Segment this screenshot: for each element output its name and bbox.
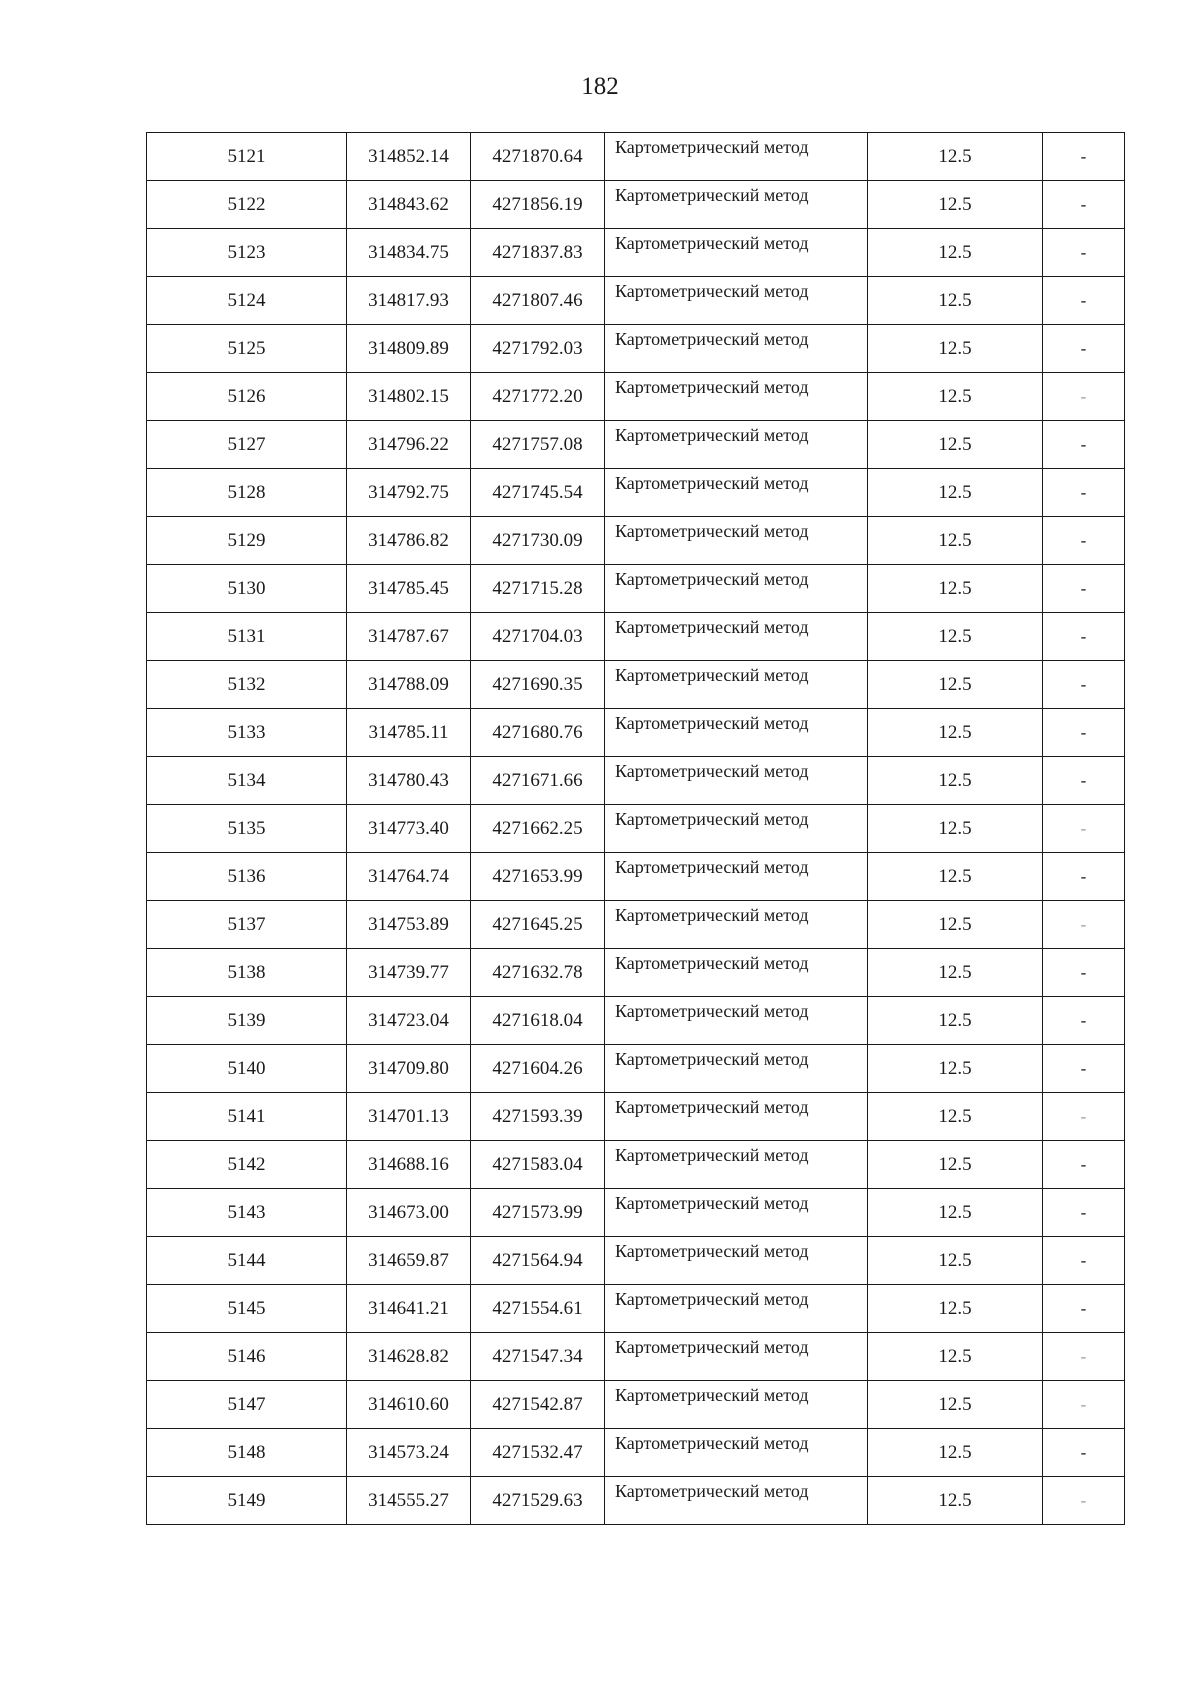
accuracy-cell: 12.5 xyxy=(868,565,1043,613)
y-coordinate-cell: 4271632.78 xyxy=(471,949,605,997)
accuracy-cell: 12.5 xyxy=(868,1093,1043,1141)
table-row xyxy=(147,1093,1125,1141)
method-cell: Картометрический метод xyxy=(605,997,868,1045)
accuracy-cell: 12.5 xyxy=(868,1189,1043,1237)
method-cell: Картометрический метод xyxy=(605,1189,868,1237)
method-cell: Картометрический метод xyxy=(605,325,868,373)
note-cell: - xyxy=(1043,1429,1125,1477)
y-coordinate-cell: 4271662.25 xyxy=(471,805,605,853)
accuracy-cell: 12.5 xyxy=(868,805,1043,853)
method-cell: Картометрический метод xyxy=(605,805,868,853)
accuracy-cell: 12.5 xyxy=(868,1285,1043,1333)
accuracy-cell: 12.5 xyxy=(868,1429,1043,1477)
point-number-cell: 5130 xyxy=(147,565,347,613)
method-cell: Картометрический метод xyxy=(605,1429,868,1477)
y-coordinate-cell: 4271573.99 xyxy=(471,1189,605,1237)
accuracy-cell: 12.5 xyxy=(868,661,1043,709)
note-cell: - xyxy=(1043,373,1125,421)
y-coordinate-cell: 4271564.94 xyxy=(471,1237,605,1285)
note-cell: - xyxy=(1043,277,1125,325)
accuracy-cell: 12.5 xyxy=(868,325,1043,373)
accuracy-cell: 12.5 xyxy=(868,853,1043,901)
x-coordinate-cell: 314834.75 xyxy=(347,229,471,277)
method-cell: Картометрический метод xyxy=(605,1477,868,1525)
x-coordinate-cell: 314688.16 xyxy=(347,1141,471,1189)
method-cell: Картометрический метод xyxy=(605,421,868,469)
note-cell: - xyxy=(1043,1333,1125,1381)
point-number-cell: 5122 xyxy=(147,181,347,229)
method-cell: Картометрический метод xyxy=(605,517,868,565)
accuracy-cell: 12.5 xyxy=(868,1237,1043,1285)
method-cell: Картометрический метод xyxy=(605,853,868,901)
accuracy-cell: 12.5 xyxy=(868,997,1043,1045)
note-cell: - xyxy=(1043,661,1125,709)
y-coordinate-cell: 4271671.66 xyxy=(471,757,605,805)
y-coordinate-cell: 4271690.35 xyxy=(471,661,605,709)
x-coordinate-cell: 314573.24 xyxy=(347,1429,471,1477)
x-coordinate-cell: 314852.14 xyxy=(347,133,471,181)
note-cell: - xyxy=(1043,613,1125,661)
table-row xyxy=(147,661,1125,709)
table-row xyxy=(147,997,1125,1045)
point-number-cell: 5134 xyxy=(147,757,347,805)
accuracy-cell: 12.5 xyxy=(868,709,1043,757)
table-row xyxy=(147,1189,1125,1237)
method-cell: Картометрический метод xyxy=(605,1045,868,1093)
table-row xyxy=(147,565,1125,613)
x-coordinate-cell: 314659.87 xyxy=(347,1237,471,1285)
point-number-cell: 5149 xyxy=(147,1477,347,1525)
point-number-cell: 5121 xyxy=(147,133,347,181)
method-cell: Картометрический метод xyxy=(605,1093,868,1141)
y-coordinate-cell: 4271745.54 xyxy=(471,469,605,517)
y-coordinate-cell: 4271593.39 xyxy=(471,1093,605,1141)
note-cell: - xyxy=(1043,133,1125,181)
x-coordinate-cell: 314780.43 xyxy=(347,757,471,805)
y-coordinate-cell: 4271757.08 xyxy=(471,421,605,469)
method-cell: Картометрический метод xyxy=(605,709,868,757)
y-coordinate-cell: 4271870.64 xyxy=(471,133,605,181)
note-cell: - xyxy=(1043,709,1125,757)
x-coordinate-cell: 314764.74 xyxy=(347,853,471,901)
point-number-cell: 5135 xyxy=(147,805,347,853)
table-row xyxy=(147,133,1125,181)
x-coordinate-cell: 314641.21 xyxy=(347,1285,471,1333)
point-number-cell: 5145 xyxy=(147,1285,347,1333)
table-row xyxy=(147,1285,1125,1333)
y-coordinate-cell: 4271554.61 xyxy=(471,1285,605,1333)
note-cell: - xyxy=(1043,901,1125,949)
method-cell: Картометрический метод xyxy=(605,1141,868,1189)
note-cell: - xyxy=(1043,1381,1125,1429)
table-row xyxy=(147,805,1125,853)
table-row xyxy=(147,1477,1125,1525)
method-cell: Картометрический метод xyxy=(605,613,868,661)
point-number-cell: 5140 xyxy=(147,1045,347,1093)
y-coordinate-cell: 4271583.04 xyxy=(471,1141,605,1189)
note-cell: - xyxy=(1043,805,1125,853)
point-number-cell: 5133 xyxy=(147,709,347,757)
coordinates-table-body xyxy=(147,133,1125,1525)
x-coordinate-cell: 314773.40 xyxy=(347,805,471,853)
table-row xyxy=(147,325,1125,373)
point-number-cell: 5148 xyxy=(147,1429,347,1477)
note-cell: - xyxy=(1043,997,1125,1045)
accuracy-cell: 12.5 xyxy=(868,1477,1043,1525)
method-cell: Картометрический метод xyxy=(605,661,868,709)
accuracy-cell: 12.5 xyxy=(868,1381,1043,1429)
table-row xyxy=(147,1045,1125,1093)
note-cell: - xyxy=(1043,1477,1125,1525)
note-cell: - xyxy=(1043,1093,1125,1141)
page-number: 182 xyxy=(581,73,619,100)
x-coordinate-cell: 314709.80 xyxy=(347,1045,471,1093)
point-number-cell: 5141 xyxy=(147,1093,347,1141)
accuracy-cell: 12.5 xyxy=(868,757,1043,805)
point-number-cell: 5143 xyxy=(147,1189,347,1237)
table-row xyxy=(147,757,1125,805)
x-coordinate-cell: 314786.82 xyxy=(347,517,471,565)
point-number-cell: 5123 xyxy=(147,229,347,277)
accuracy-cell: 12.5 xyxy=(868,469,1043,517)
point-number-cell: 5138 xyxy=(147,949,347,997)
point-number-cell: 5136 xyxy=(147,853,347,901)
y-coordinate-cell: 4271715.28 xyxy=(471,565,605,613)
point-number-cell: 5124 xyxy=(147,277,347,325)
accuracy-cell: 12.5 xyxy=(868,901,1043,949)
note-cell: - xyxy=(1043,1285,1125,1333)
method-cell: Картометрический метод xyxy=(605,949,868,997)
accuracy-cell: 12.5 xyxy=(868,229,1043,277)
point-number-cell: 5128 xyxy=(147,469,347,517)
note-cell: - xyxy=(1043,565,1125,613)
note-cell: - xyxy=(1043,1237,1125,1285)
x-coordinate-cell: 314817.93 xyxy=(347,277,471,325)
y-coordinate-cell: 4271645.25 xyxy=(471,901,605,949)
x-coordinate-cell: 314701.13 xyxy=(347,1093,471,1141)
y-coordinate-cell: 4271772.20 xyxy=(471,373,605,421)
accuracy-cell: 12.5 xyxy=(868,613,1043,661)
y-coordinate-cell: 4271618.04 xyxy=(471,997,605,1045)
note-cell: - xyxy=(1043,325,1125,373)
table-row xyxy=(147,613,1125,661)
accuracy-cell: 12.5 xyxy=(868,517,1043,565)
method-cell: Картометрический метод xyxy=(605,229,868,277)
x-coordinate-cell: 314802.15 xyxy=(347,373,471,421)
point-number-cell: 5144 xyxy=(147,1237,347,1285)
x-coordinate-cell: 314628.82 xyxy=(347,1333,471,1381)
y-coordinate-cell: 4271730.09 xyxy=(471,517,605,565)
x-coordinate-cell: 314809.89 xyxy=(347,325,471,373)
accuracy-cell: 12.5 xyxy=(868,421,1043,469)
point-number-cell: 5147 xyxy=(147,1381,347,1429)
table-row xyxy=(147,1141,1125,1189)
note-cell: - xyxy=(1043,469,1125,517)
accuracy-cell: 12.5 xyxy=(868,181,1043,229)
x-coordinate-cell: 314723.04 xyxy=(347,997,471,1045)
y-coordinate-cell: 4271704.03 xyxy=(471,613,605,661)
method-cell: Картометрический метод xyxy=(605,757,868,805)
x-coordinate-cell: 314843.62 xyxy=(347,181,471,229)
y-coordinate-cell: 4271856.19 xyxy=(471,181,605,229)
accuracy-cell: 12.5 xyxy=(868,949,1043,997)
accuracy-cell: 12.5 xyxy=(868,373,1043,421)
accuracy-cell: 12.5 xyxy=(868,277,1043,325)
x-coordinate-cell: 314753.89 xyxy=(347,901,471,949)
method-cell: Картометрический метод xyxy=(605,565,868,613)
note-cell: - xyxy=(1043,229,1125,277)
x-coordinate-cell: 314610.60 xyxy=(347,1381,471,1429)
x-coordinate-cell: 314785.45 xyxy=(347,565,471,613)
point-number-cell: 5139 xyxy=(147,997,347,1045)
table-row xyxy=(147,709,1125,757)
note-cell: - xyxy=(1043,757,1125,805)
table-row xyxy=(147,901,1125,949)
table-row xyxy=(147,1333,1125,1381)
table-row xyxy=(147,517,1125,565)
coordinates-table xyxy=(146,132,1125,1525)
x-coordinate-cell: 314792.75 xyxy=(347,469,471,517)
accuracy-cell: 12.5 xyxy=(868,1045,1043,1093)
y-coordinate-cell: 4271532.47 xyxy=(471,1429,605,1477)
y-coordinate-cell: 4271547.34 xyxy=(471,1333,605,1381)
y-coordinate-cell: 4271542.87 xyxy=(471,1381,605,1429)
table-row xyxy=(147,949,1125,997)
point-number-cell: 5127 xyxy=(147,421,347,469)
method-cell: Картометрический метод xyxy=(605,469,868,517)
x-coordinate-cell: 314796.22 xyxy=(347,421,471,469)
y-coordinate-cell: 4271529.63 xyxy=(471,1477,605,1525)
point-number-cell: 5132 xyxy=(147,661,347,709)
x-coordinate-cell: 314785.11 xyxy=(347,709,471,757)
note-cell: - xyxy=(1043,517,1125,565)
table-row xyxy=(147,853,1125,901)
table-row xyxy=(147,469,1125,517)
table-row xyxy=(147,181,1125,229)
method-cell: Картометрический метод xyxy=(605,901,868,949)
x-coordinate-cell: 314739.77 xyxy=(347,949,471,997)
method-cell: Картометрический метод xyxy=(605,1285,868,1333)
x-coordinate-cell: 314555.27 xyxy=(347,1477,471,1525)
table-row xyxy=(147,277,1125,325)
table-row xyxy=(147,1237,1125,1285)
y-coordinate-cell: 4271604.26 xyxy=(471,1045,605,1093)
table-row xyxy=(147,421,1125,469)
y-coordinate-cell: 4271837.83 xyxy=(471,229,605,277)
point-number-cell: 5142 xyxy=(147,1141,347,1189)
table-row xyxy=(147,373,1125,421)
method-cell: Картометрический метод xyxy=(605,1381,868,1429)
accuracy-cell: 12.5 xyxy=(868,133,1043,181)
note-cell: - xyxy=(1043,949,1125,997)
x-coordinate-cell: 314787.67 xyxy=(347,613,471,661)
note-cell: - xyxy=(1043,853,1125,901)
table-row xyxy=(147,229,1125,277)
method-cell: Картометрический метод xyxy=(605,1237,868,1285)
point-number-cell: 5126 xyxy=(147,373,347,421)
y-coordinate-cell: 4271653.99 xyxy=(471,853,605,901)
point-number-cell: 5125 xyxy=(147,325,347,373)
method-cell: Картометрический метод xyxy=(605,277,868,325)
y-coordinate-cell: 4271680.76 xyxy=(471,709,605,757)
method-cell: Картометрический метод xyxy=(605,133,868,181)
table-row xyxy=(147,1381,1125,1429)
note-cell: - xyxy=(1043,1141,1125,1189)
point-number-cell: 5137 xyxy=(147,901,347,949)
note-cell: - xyxy=(1043,1189,1125,1237)
note-cell: - xyxy=(1043,181,1125,229)
method-cell: Картометрический метод xyxy=(605,1333,868,1381)
note-cell: - xyxy=(1043,421,1125,469)
point-number-cell: 5129 xyxy=(147,517,347,565)
table-row xyxy=(147,1429,1125,1477)
x-coordinate-cell: 314788.09 xyxy=(347,661,471,709)
method-cell: Картометрический метод xyxy=(605,181,868,229)
accuracy-cell: 12.5 xyxy=(868,1333,1043,1381)
note-cell: - xyxy=(1043,1045,1125,1093)
y-coordinate-cell: 4271792.03 xyxy=(471,325,605,373)
y-coordinate-cell: 4271807.46 xyxy=(471,277,605,325)
accuracy-cell: 12.5 xyxy=(868,1141,1043,1189)
x-coordinate-cell: 314673.00 xyxy=(347,1189,471,1237)
point-number-cell: 5131 xyxy=(147,613,347,661)
method-cell: Картометрический метод xyxy=(605,373,868,421)
point-number-cell: 5146 xyxy=(147,1333,347,1381)
